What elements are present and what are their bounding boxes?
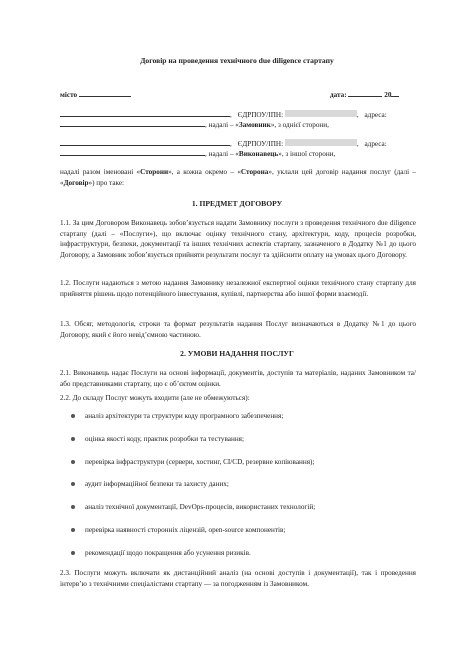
list-item	[85, 502, 415, 525]
service-text: аналіз архітектури та структури коду програмного забезпечення;	[85, 412, 284, 420]
list-item	[85, 457, 415, 480]
party2-address-label: адреса:	[364, 140, 387, 148]
document-title: Договір на проведення технічного due diligence стартапу	[140, 56, 334, 65]
intro-contract: Договір	[63, 178, 89, 187]
bullet-icon	[71, 528, 75, 532]
date-line	[330, 89, 399, 101]
clause-2-3: 2.3. Послуги можуть включати як дистанційний аналіз (на основі доступів і документації), так і проведення інтерв’ю з технічними спеціалістами стартапу — за погодженням із Замовником.	[60, 569, 416, 588]
clause-2-2: 2.2. До складу Послуг можуть входити (але не обмежуються):	[60, 394, 250, 402]
clause-2-1: 2.1. Виконавець надає Послуги на основі інформації, документів, доступів та матеріалів, наданих Замовником та/або представниками стартапу, що є об’єктом оцінки.	[60, 369, 416, 388]
date-label: дата:	[330, 91, 347, 99]
place-blank[interactable]	[79, 89, 131, 97]
intro-text-1: надалі разом іменовані «	[60, 168, 141, 176]
bullet-icon	[71, 551, 75, 555]
list-item	[85, 525, 415, 548]
list-item	[85, 434, 415, 457]
party2-role: Виконавець	[238, 150, 279, 158]
party1-role-prefix: , надалі – «	[205, 121, 239, 129]
service-text: аналіз технічної документації, DevOps-процесів, використаних технологій;	[85, 503, 316, 512]
year-blank[interactable]	[391, 89, 399, 97]
party1-line2	[60, 119, 416, 131]
services-list	[85, 411, 415, 571]
party2-edrpou-value[interactable]	[285, 139, 357, 146]
intro-text-3: », уклали цей договір надання послуг (далі – «	[60, 168, 416, 187]
bullet-icon	[71, 437, 75, 441]
list-item	[85, 479, 415, 502]
place-label: місто	[60, 91, 78, 99]
intro-side: Сторона	[240, 168, 269, 176]
intro-text-2: », а кожна окремо – «	[168, 168, 241, 176]
party1-edrpou-label: ЄДРПОУ/ІПН:	[237, 111, 284, 119]
party1-line1: , ЄДРПОУ/ІПН: , адреса:	[60, 109, 416, 121]
clause-1-3: 1.3. Обсяг, методологія, строки та формат результатів надання Послуг визначаються в Додатку №1 до цього Договору, який є його невід’ємною частиною.	[60, 320, 416, 339]
party2-edrpou-label: ЄДРПОУ/ІПН:	[237, 140, 284, 148]
party1-role: Замовник	[238, 121, 271, 129]
list-item	[85, 411, 415, 434]
party1-address-label: адреса:	[364, 111, 387, 119]
party1-name-blank[interactable]	[60, 109, 230, 117]
intro-paragraph	[60, 167, 416, 188]
party1-edrpou-value[interactable]	[285, 110, 357, 117]
service-text: рекомендації щодо покращення або усунення ризиків.	[85, 548, 251, 557]
party2-name-blank[interactable]	[60, 138, 230, 146]
bullet-icon	[71, 482, 75, 486]
bullet-icon	[71, 460, 75, 464]
intro-sides: Сторони	[140, 168, 169, 176]
year-prefix: 20	[384, 91, 392, 99]
bullet-icon	[71, 414, 75, 418]
service-text: аудит інформаційної безпеки та захисту даних;	[85, 480, 229, 489]
party2-line2	[60, 148, 416, 160]
section2-title: 2. УМОВИ НАДАННЯ ПОСЛУГ	[180, 349, 294, 358]
date-blank[interactable]	[348, 89, 382, 97]
bullet-icon	[71, 505, 75, 509]
clause-1-2: 1.2. Послуги надаються з метою надання Замовнику незалежної експертної оцінки технічного стану стартапу для прийняття рішень щодо потенційного інвестування, купівлі, партнерства або іншої форми взаємодії.	[60, 279, 416, 298]
place-line	[60, 89, 131, 101]
service-text: оцінка якості коду, практик розробки та тестування;	[85, 434, 244, 443]
party1-role-suffix: », з однієї сторони,	[270, 121, 329, 129]
party2-role-prefix: , надалі – «	[205, 150, 239, 158]
party1-address-blank[interactable]	[60, 119, 205, 127]
clause-1-1: 1.1. За цим Договором Виконавець зобов’язується надати Замовнику послуги з проведення технічного due diligence стартапу (далі – «Послуги»), що включає оцінку технічного стану, архітектури, коду, процесів розробки, інфраструктури, безпеки, документації та інших технічних аспектів стартапу, зазначеного в Додатку №1 до цього Договору, а Замовник зобов’язується прийняти результати послуг та здійснити оплату на умовах цього Договору.	[60, 219, 416, 259]
intro-text-4: ») про таке:	[88, 178, 125, 187]
service-text: перевірка інфраструктури (сервери, хостинг, CI/CD, резервне копіювання);	[85, 457, 315, 466]
party2-address-blank[interactable]	[60, 148, 205, 156]
party2-line1: , ЄДРПОУ/ІПН: , адреса:	[60, 138, 416, 150]
section1-title: 1. ПРЕДМЕТ ДОГОВОРУ	[191, 199, 283, 208]
party2-role-suffix: », з іншої сторони,	[278, 150, 336, 158]
service-text: перевірка наявності сторонніх ліцензій, open-source компонентів;	[85, 525, 286, 534]
